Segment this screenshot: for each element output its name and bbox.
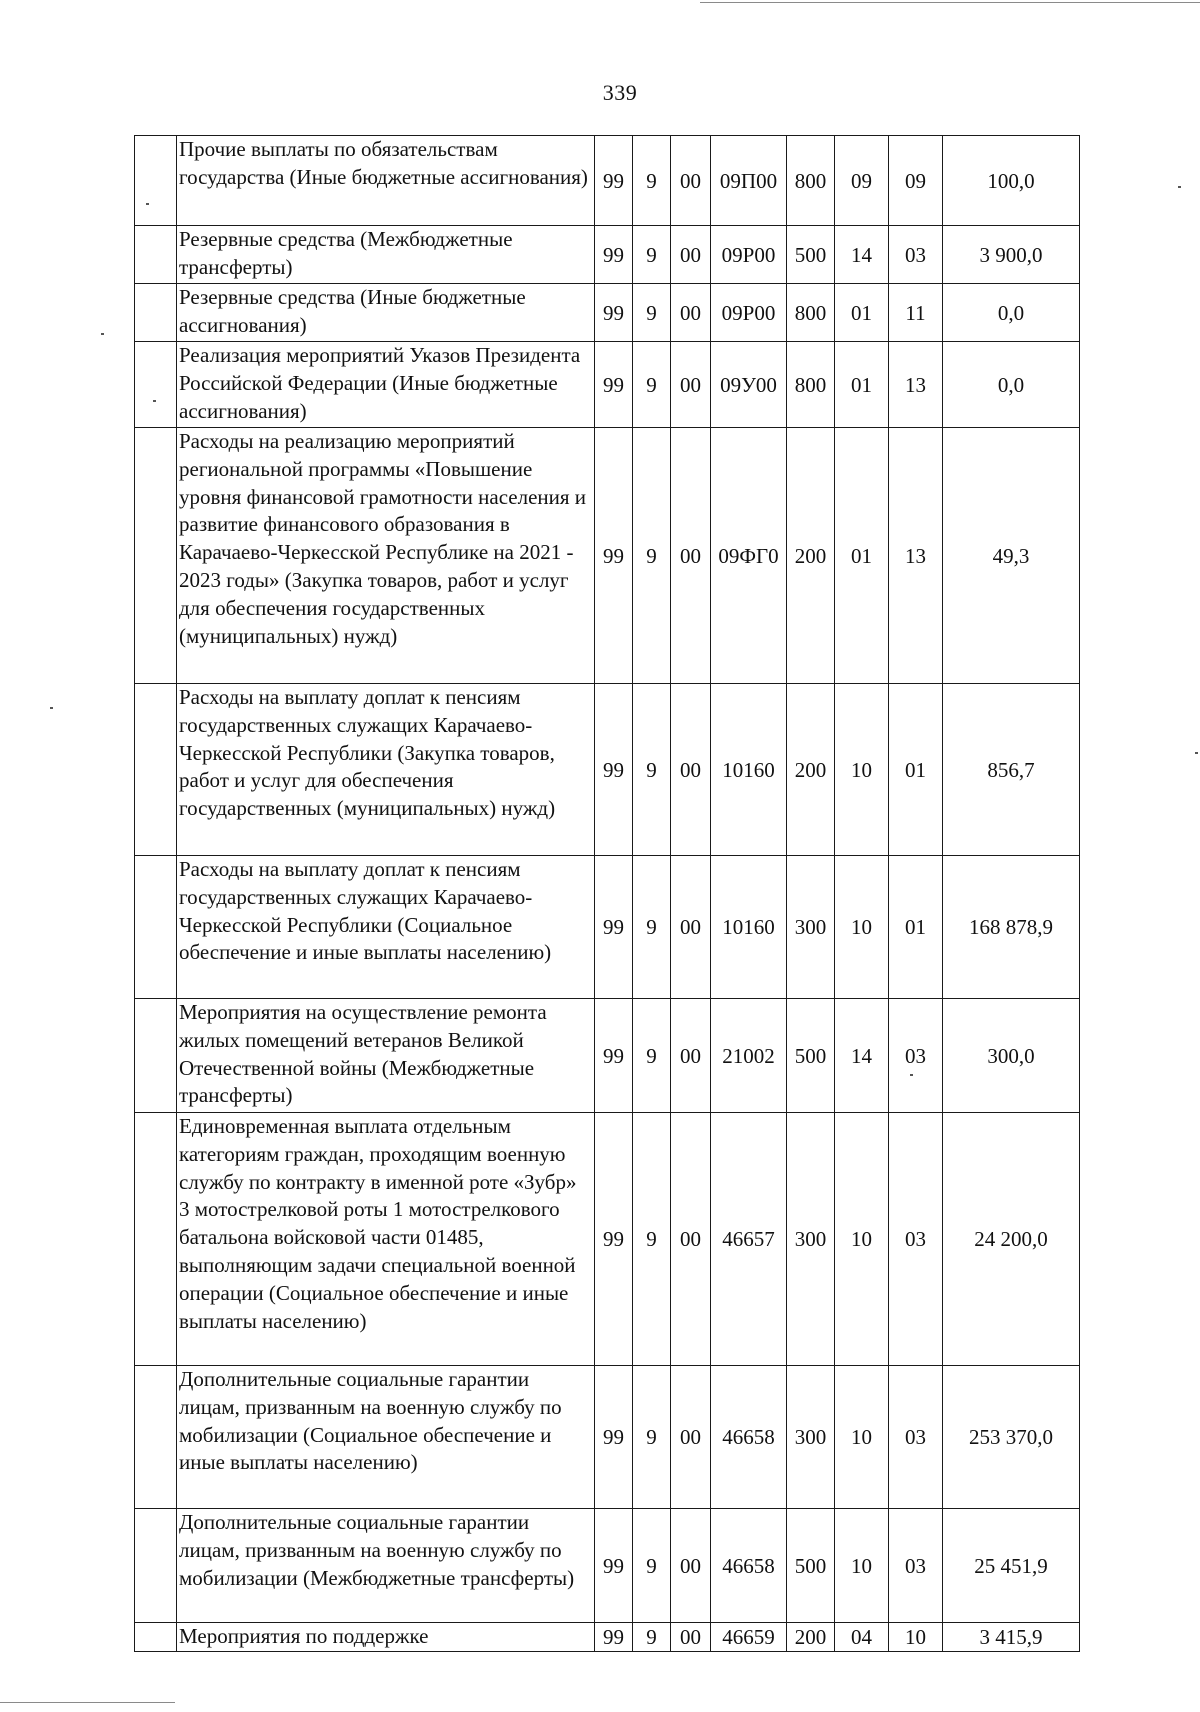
- row-number-cell: [135, 342, 177, 428]
- budget-table: [134, 135, 1080, 1652]
- code-ministry-cell: 99: [595, 1113, 633, 1366]
- description-cell: Реализация мероприятий Указов Президента Российской Федерации (Иные бюджетные ассигнования): [177, 342, 595, 428]
- description-cell: Дополнительные социальные гарантии лицам, призванным на военную службу по мобилизации (Межбюджетные трансферты): [177, 1509, 595, 1623]
- code-ministry-cell: 99: [595, 856, 633, 999]
- code-ministry-cell: 99: [595, 684, 633, 856]
- row-number-cell: [135, 856, 177, 999]
- code-direction-cell: 09П00: [711, 136, 787, 226]
- expense-type-cell: 300: [787, 856, 835, 999]
- code-subprogram-cell: 00: [671, 684, 711, 856]
- code-subprogram-cell: 00: [671, 1113, 711, 1366]
- table-row: [135, 1366, 1080, 1509]
- table-row: [135, 856, 1080, 999]
- amount-cell: 24 200,0: [943, 1113, 1080, 1366]
- code-program-cell: 9: [633, 342, 671, 428]
- scan-speck: [101, 333, 104, 335]
- code-direction-cell: 10160: [711, 684, 787, 856]
- code-subprogram-cell: 00: [671, 999, 711, 1113]
- description-cell: Дополнительные социальные гарантии лицам, призванным на военную службу по мобилизации (Социальное обеспечение и иные выплаты населению): [177, 1366, 595, 1509]
- code-ministry-cell: 99: [595, 1509, 633, 1623]
- code-ministry-cell: 99: [595, 999, 633, 1113]
- table-row: [135, 684, 1080, 856]
- expense-type-cell: 500: [787, 999, 835, 1113]
- code-subprogram-cell: 00: [671, 1623, 711, 1652]
- description-cell: Резервные средства (Иные бюджетные ассигнования): [177, 284, 595, 342]
- row-number-cell: [135, 1113, 177, 1366]
- subsection-cell: 13: [889, 342, 943, 428]
- code-ministry-cell: 99: [595, 284, 633, 342]
- scan-bottom-rule: [0, 1702, 175, 1703]
- scan-speck: [50, 707, 53, 709]
- code-subprogram-cell: 00: [671, 856, 711, 999]
- section-cell: 10: [835, 1366, 889, 1509]
- section-cell: 09: [835, 136, 889, 226]
- amount-cell: 0,0: [943, 342, 1080, 428]
- code-direction-cell: 21002: [711, 999, 787, 1113]
- code-direction-cell: 46658: [711, 1509, 787, 1623]
- code-program-cell: 9: [633, 226, 671, 284]
- code-program-cell: 9: [633, 136, 671, 226]
- table-row: [135, 284, 1080, 342]
- table-row: [135, 1113, 1080, 1366]
- table-row: [135, 999, 1080, 1113]
- subsection-cell: 13: [889, 428, 943, 684]
- table-row: [135, 428, 1080, 684]
- table-row: [135, 1623, 1080, 1652]
- amount-cell: 100,0: [943, 136, 1080, 226]
- scan-speck: [910, 1074, 913, 1076]
- scan-speck: [1195, 752, 1198, 754]
- code-direction-cell: 46658: [711, 1366, 787, 1509]
- table-row: [135, 342, 1080, 428]
- row-number-cell: [135, 226, 177, 284]
- scan-speck: [153, 400, 156, 402]
- description-cell: Расходы на выплату доплат к пенсиям государственных служащих Карачаево-Черкесской Республики (Закупка товаров, работ и услуг для обеспечения государственных (муниципальных) нужд): [177, 684, 595, 856]
- code-ministry-cell: 99: [595, 342, 633, 428]
- description-cell: Прочие выплаты по обязательствам государства (Иные бюджетные ассигнования): [177, 136, 595, 226]
- code-subprogram-cell: 00: [671, 284, 711, 342]
- subsection-cell: 03: [889, 999, 943, 1113]
- code-subprogram-cell: 00: [671, 1366, 711, 1509]
- amount-cell: 25 451,9: [943, 1509, 1080, 1623]
- code-direction-cell: 09Р00: [711, 226, 787, 284]
- code-subprogram-cell: 00: [671, 428, 711, 684]
- amount-cell: 49,3: [943, 428, 1080, 684]
- code-ministry-cell: 99: [595, 1366, 633, 1509]
- code-subprogram-cell: 00: [671, 342, 711, 428]
- description-cell: Расходы на реализацию мероприятий региональной программы «Повышение уровня финансовой грамотности населения и развитие финансового образования в Карачаево-Черкесской Республике на 2021 - 2023 годы» (Закупка товаров, работ и услуг для обеспечения государственных (муниципальных) нужд): [177, 428, 595, 684]
- code-program-cell: 9: [633, 684, 671, 856]
- code-subprogram-cell: 00: [671, 1509, 711, 1623]
- row-number-cell: [135, 999, 177, 1113]
- code-direction-cell: 46657: [711, 1113, 787, 1366]
- section-cell: 10: [835, 1113, 889, 1366]
- scan-speck: [1178, 186, 1181, 188]
- description-cell: Резервные средства (Межбюджетные трансферты): [177, 226, 595, 284]
- subsection-cell: 11: [889, 284, 943, 342]
- subsection-cell: 03: [889, 1113, 943, 1366]
- description-cell: Единовременная выплата отдельным категориям граждан, проходящим военную службу по контракту в именной роте «Зубр» 3 мотострелковой роты 1 мотострелкового батальона войсковой части 01485, выполняющим задачи специальной военной операции (Социальное обеспечение и иные выплаты населению): [177, 1113, 595, 1366]
- code-ministry-cell: 99: [595, 136, 633, 226]
- scan-top-rule: [700, 2, 1200, 3]
- expense-type-cell: 200: [787, 1623, 835, 1652]
- expense-type-cell: 800: [787, 136, 835, 226]
- code-direction-cell: 09Р00: [711, 284, 787, 342]
- expense-type-cell: 200: [787, 684, 835, 856]
- code-program-cell: 9: [633, 856, 671, 999]
- section-cell: 10: [835, 684, 889, 856]
- description-cell: Мероприятия на осуществление ремонта жилых помещений ветеранов Великой Отечественной войны (Межбюджетные трансферты): [177, 999, 595, 1113]
- description-cell: Расходы на выплату доплат к пенсиям государственных служащих Карачаево-Черкесской Республики (Социальное обеспечение и иные выплаты населению): [177, 856, 595, 999]
- subsection-cell: 03: [889, 1509, 943, 1623]
- expense-type-cell: 300: [787, 1366, 835, 1509]
- section-cell: 10: [835, 1509, 889, 1623]
- subsection-cell: 01: [889, 684, 943, 856]
- expense-type-cell: 800: [787, 284, 835, 342]
- code-direction-cell: 09У00: [711, 342, 787, 428]
- code-program-cell: 9: [633, 284, 671, 342]
- expense-type-cell: 500: [787, 1509, 835, 1623]
- code-program-cell: 9: [633, 999, 671, 1113]
- code-subprogram-cell: 00: [671, 226, 711, 284]
- subsection-cell: 03: [889, 1366, 943, 1509]
- amount-cell: 3 900,0: [943, 226, 1080, 284]
- row-number-cell: [135, 1366, 177, 1509]
- code-ministry-cell: 99: [595, 1623, 633, 1652]
- section-cell: 14: [835, 999, 889, 1113]
- section-cell: 14: [835, 226, 889, 284]
- amount-cell: 856,7: [943, 684, 1080, 856]
- expense-type-cell: 200: [787, 428, 835, 684]
- code-ministry-cell: 99: [595, 226, 633, 284]
- subsection-cell: 03: [889, 226, 943, 284]
- row-number-cell: [135, 284, 177, 342]
- section-cell: 01: [835, 428, 889, 684]
- code-program-cell: 9: [633, 1113, 671, 1366]
- row-number-cell: [135, 136, 177, 226]
- subsection-cell: 09: [889, 136, 943, 226]
- amount-cell: 168 878,9: [943, 856, 1080, 999]
- code-direction-cell: 09ФГ0: [711, 428, 787, 684]
- code-direction-cell: 46659: [711, 1623, 787, 1652]
- row-number-cell: [135, 1623, 177, 1652]
- subsection-cell: 10: [889, 1623, 943, 1652]
- code-program-cell: 9: [633, 1509, 671, 1623]
- subsection-cell: 01: [889, 856, 943, 999]
- table-row: [135, 136, 1080, 226]
- amount-cell: 300,0: [943, 999, 1080, 1113]
- code-direction-cell: 10160: [711, 856, 787, 999]
- section-cell: 10: [835, 856, 889, 999]
- section-cell: 04: [835, 1623, 889, 1652]
- section-cell: 01: [835, 284, 889, 342]
- expense-type-cell: 500: [787, 226, 835, 284]
- code-program-cell: 9: [633, 428, 671, 684]
- amount-cell: 0,0: [943, 284, 1080, 342]
- page-number: 339: [602, 80, 638, 105]
- amount-cell: 3 415,9: [943, 1623, 1080, 1652]
- code-program-cell: 9: [633, 1623, 671, 1652]
- table-row: [135, 1509, 1080, 1623]
- code-program-cell: 9: [633, 1366, 671, 1509]
- expense-type-cell: 800: [787, 342, 835, 428]
- row-number-cell: [135, 684, 177, 856]
- amount-cell: 253 370,0: [943, 1366, 1080, 1509]
- row-number-cell: [135, 1509, 177, 1623]
- row-number-cell: [135, 428, 177, 684]
- code-ministry-cell: 99: [595, 428, 633, 684]
- code-subprogram-cell: 00: [671, 136, 711, 226]
- scan-speck: [146, 203, 149, 205]
- table-row: [135, 226, 1080, 284]
- section-cell: 01: [835, 342, 889, 428]
- expense-type-cell: 300: [787, 1113, 835, 1366]
- description-cell: Мероприятия по поддержке: [177, 1623, 595, 1652]
